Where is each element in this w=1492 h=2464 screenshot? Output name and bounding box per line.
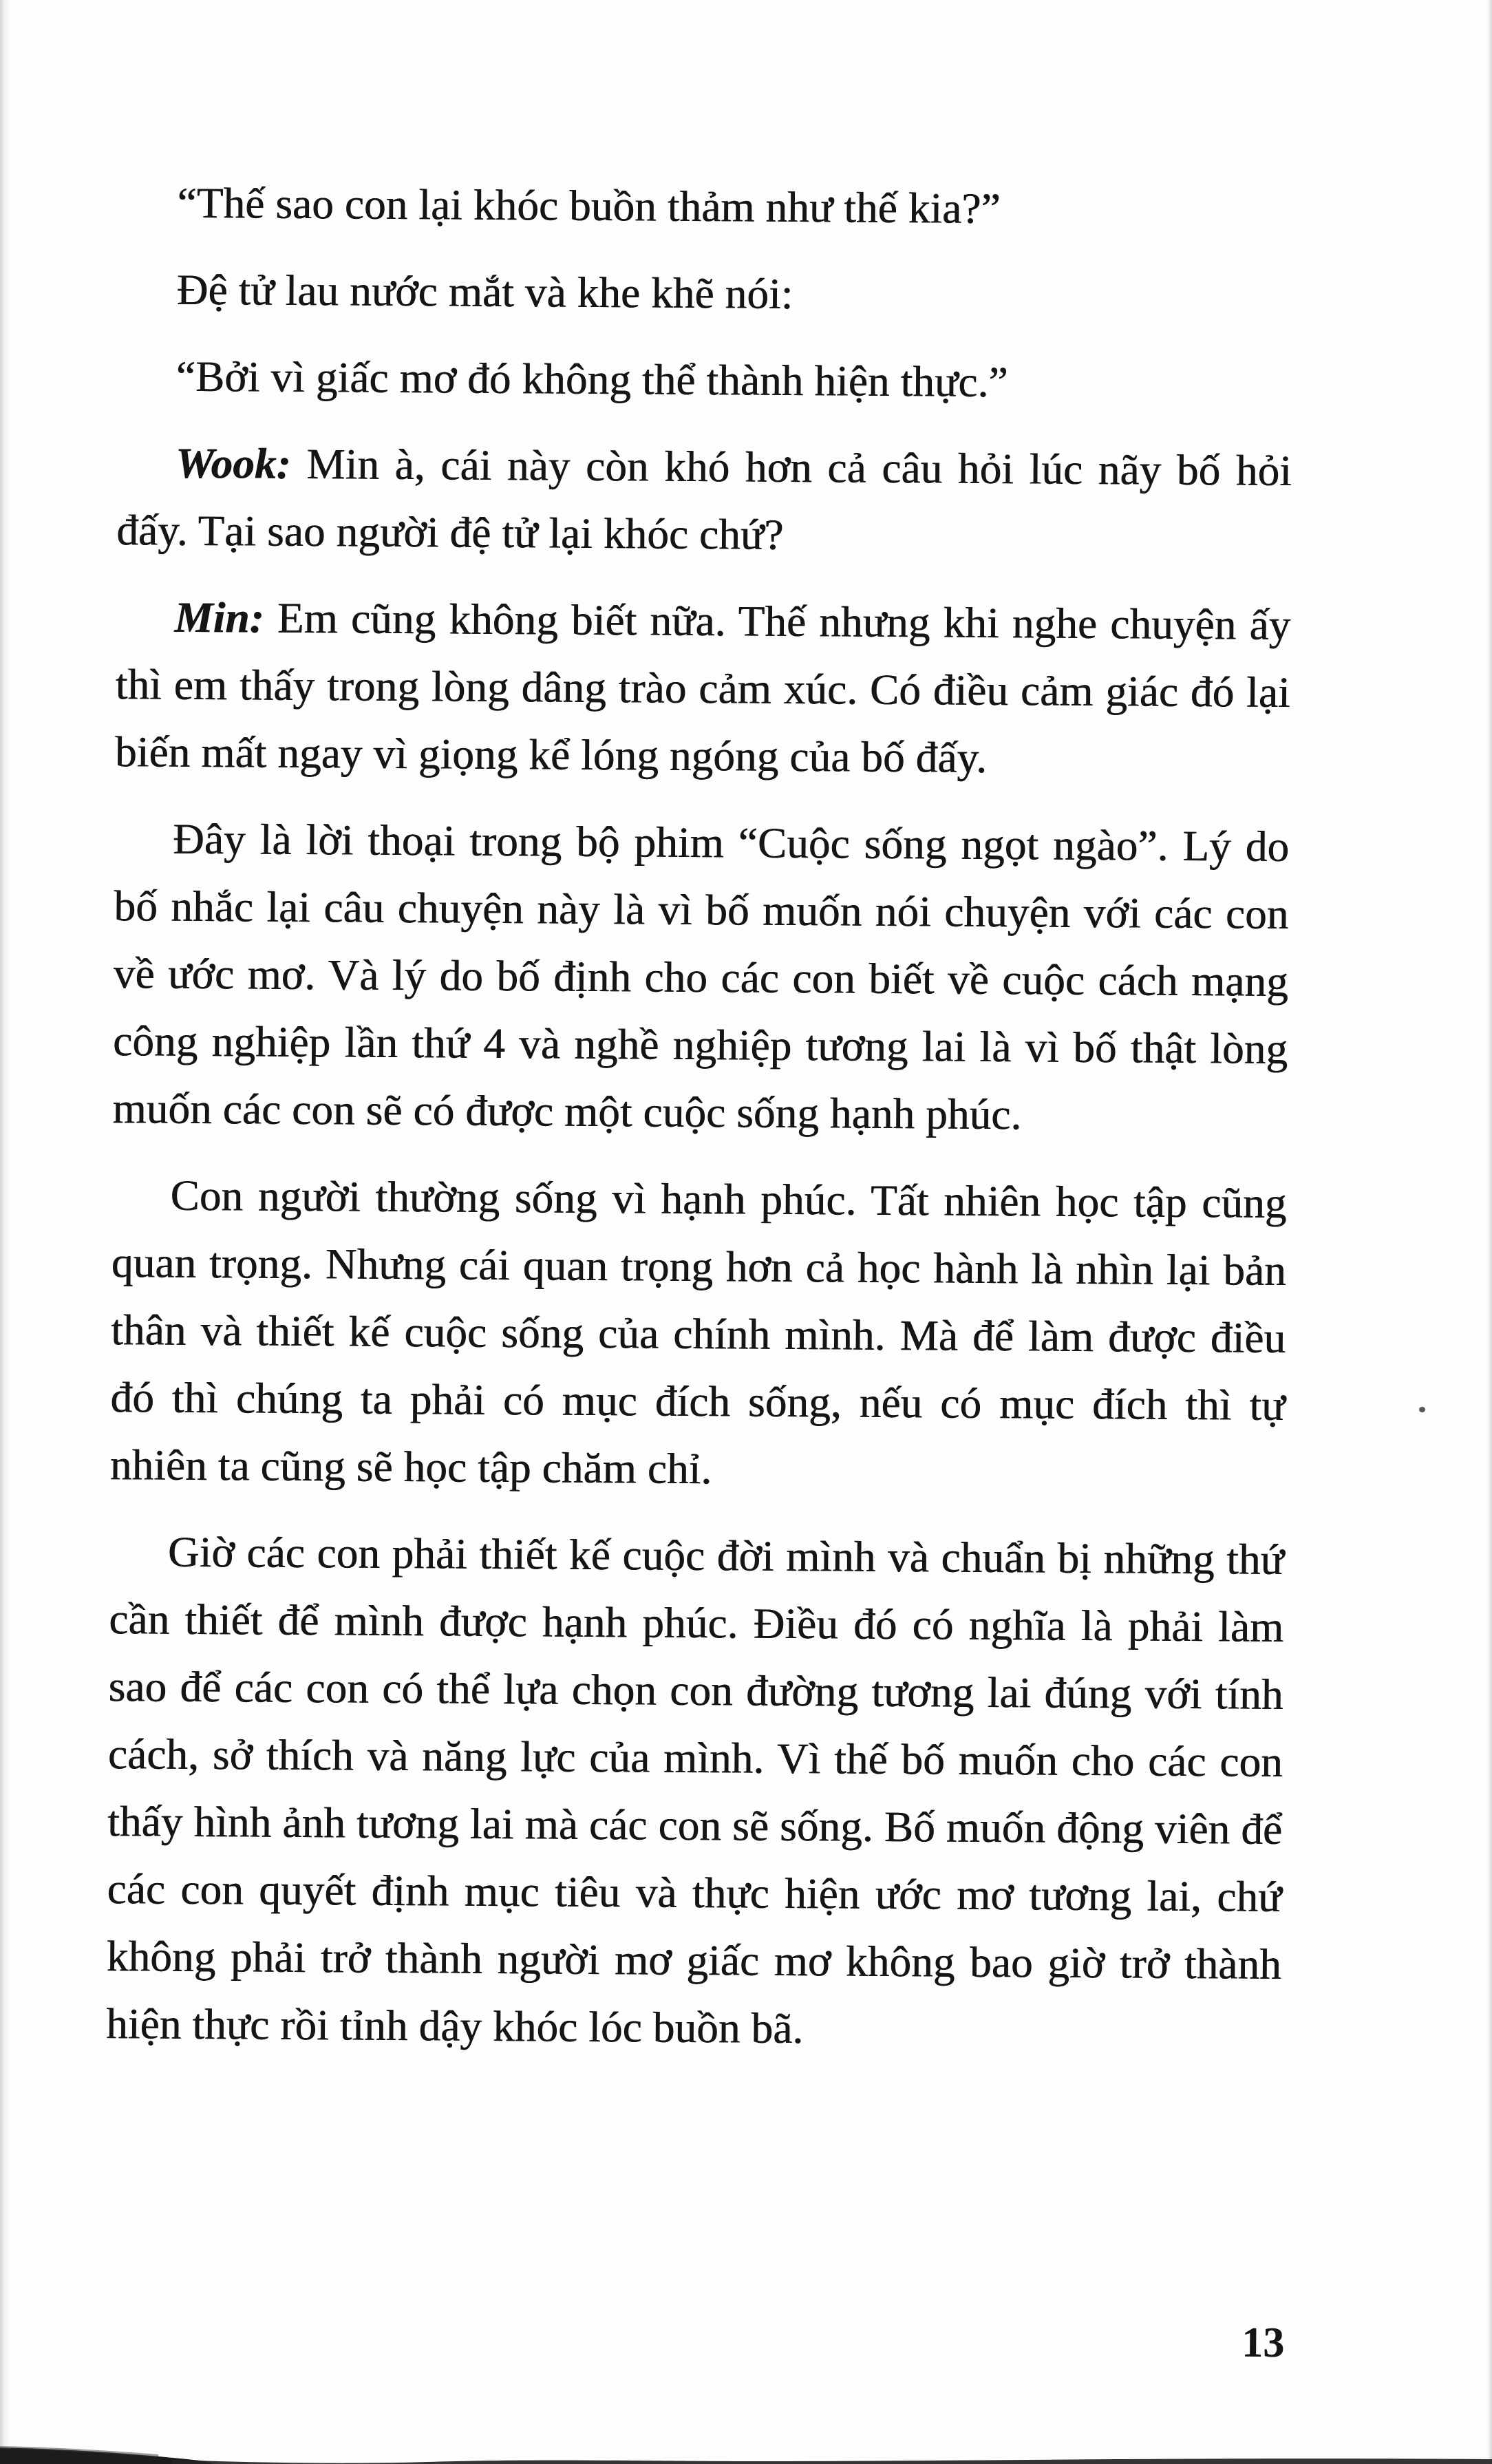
paragraph: Giờ các con phải thiết kế cuộc đời mình và chuẩn bị những thứ cần thiết để mình được hạnh phúc. Điều đó có nghĩa là phải làm sao để các con có thể lựa chọn con đường tương lai đúng với tính cách, sở thích và năng lực của mình. Vì thế bố muốn cho các con thấy hình ảnh tương lai mà các con sẽ sống. Bố muốn động viên để các con quyết định mục tiêu và thực hiện ước mơ tương lai, chứ không phải trở thành người mơ giấc mơ không bao giờ trở thành hiện thực rồi tỉnh dậy khóc lóc buồn bã. [106,1527,1285,2053]
paragraph: Wook: Min à, cái này còn khó hơn cả câu hỏi lúc nãy bố hỏi đấy. Tại sao người đệ tử lại khóc chứ? [116,438,1292,559]
paragraph: Con người thường sống vì hạnh phúc. Tất nhiên học tập cũng quan trọng. Nhưng cái quan trọng hơn cả học hành là nhìn lại bản thân và thiết kế cuộc sống của chính mình. Mà để làm được điều đó thì chúng ta phải có mục đích sống, nếu có mục đích thì tự nhiên ta cũng sẽ học tập chăm chỉ. [109,1171,1288,1494]
speaker-name: Wook: [175,438,292,488]
paragraph: Đây là lời thoại trong bộ phim “Cuộc sống ngọt ngào”. Lý do bố nhắc lại câu chuyện này là vì bố muốn nói chuyện với các con về ước mơ. Và lý do bố định cho các con biết về cuộc cách mạng công nghiệp lần thứ 4 và nghề nghiệp tương lai là vì bố thật lòng muốn các con sẽ có được một cuộc sống hạnh phúc. [112,814,1290,1139]
scan-dust-speck [1419,1407,1425,1412]
paragraph: Min: Em cũng không biết nữa. Thế nhưng khi nghe chuyện ấy thì em thấy trong lòng dâng trào cảm xúc. Có điều cảm giác đó lại biến mất ngay vì giọng kể lóng ngóng của bố đấy. [115,593,1291,782]
speaker-name: Min: [174,593,265,642]
page-text [106,169,1294,2065]
paragraph: “Bởi vì giấc mơ đó không thể thành hiện thực.” [175,352,1009,407]
paragraph: “Thế sao con lại khóc buồn thảm như thế kia?” [177,178,1001,233]
paragraph: Đệ tử lau nước mắt và khe khẽ nói: [176,265,793,318]
page-number: 13 [1241,2319,1285,2367]
